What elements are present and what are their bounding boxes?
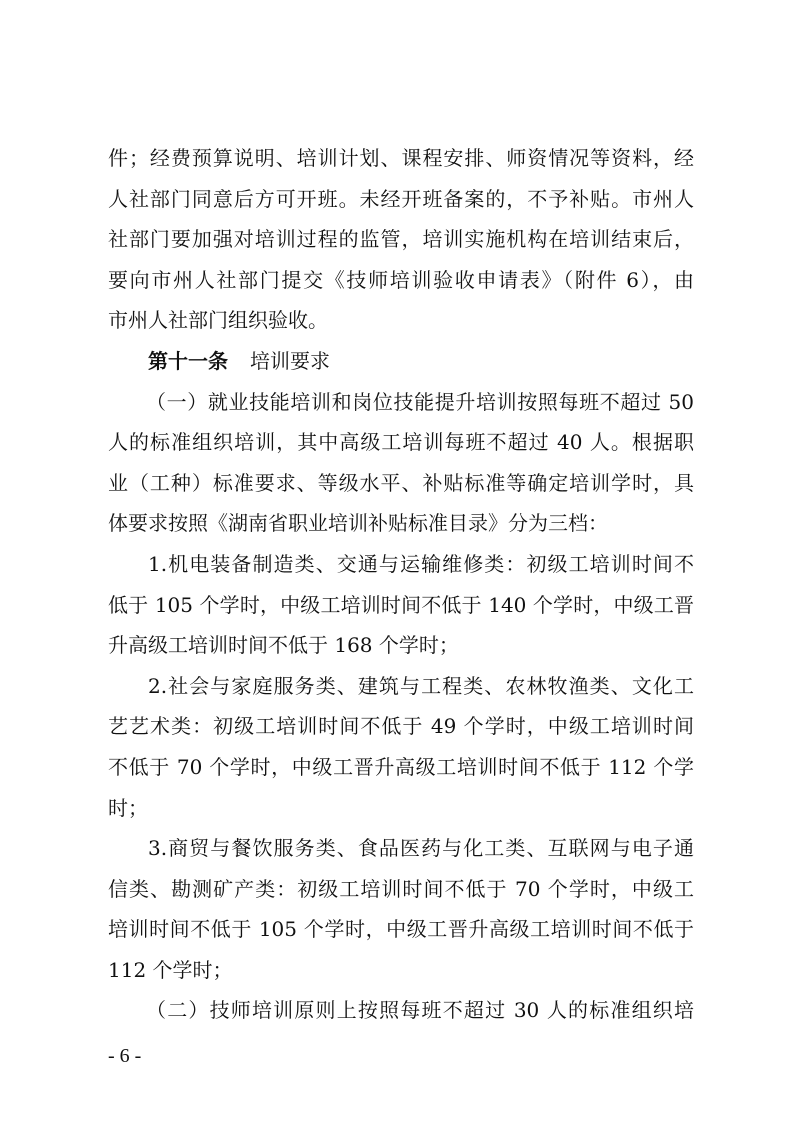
list-item-3 [108, 828, 694, 990]
text-line: 112 个学时； [108, 957, 233, 982]
text-line: 3.商贸与餐饮服务类、食品医药与化工类、互联网与电子通 [148, 836, 694, 861]
section-two [108, 990, 694, 1031]
text-line: 人社部门同意后方可开班。未经开班备案的，不予补贴。市州人 [108, 186, 694, 211]
text-line: 不低于 70 个学时，中级工晋升高级工培训时间不低于 112 个学 [108, 754, 694, 779]
text-line: 要向市州人社部门提交《技师培训验收申请表》（附件 6），由 [108, 267, 694, 292]
text-line: 艺艺术类：初级工培训时间不低于 49 个学时，中级工培训时间 [108, 714, 694, 739]
text-line: 1.机电装备制造类、交通与运输维修类：初级工培训时间不 [148, 551, 694, 576]
text-line: 社部门要加强对培训过程的监管，培训实施机构在培训结束后， [108, 227, 694, 252]
text-line: 升高级工培训时间不低于 168 个学时； [108, 633, 459, 658]
list-item-1 [108, 544, 694, 666]
article-label: 第十一条 [148, 348, 228, 373]
text-line: （一）就业技能培训和岗位技能提升培训按照每班不超过 50 [146, 389, 694, 414]
article-heading [108, 341, 694, 382]
article-title: 培训要求 [250, 348, 330, 373]
text-line: 市州人社部门组织验收。 [108, 308, 328, 333]
paragraph-continued [108, 138, 694, 341]
text-line: 时； [108, 795, 148, 820]
document-body [108, 138, 694, 1031]
text-line: （二）技师培训原则上按照每班不超过 30 人的标准组织培 [146, 998, 694, 1023]
text-line: 信类、勘测矿产类：初级工培训时间不低于 70 个学时，中级工 [108, 876, 694, 901]
page-number: - 6 - [108, 1045, 142, 1067]
text-line: 人的标准组织培训，其中高级工培训每班不超过 40 人。根据职 [108, 430, 694, 455]
text-line: 培训时间不低于 105 个学时，中级工晋升高级工培训时间不低于 [108, 917, 694, 942]
text-line: 2.社会与家庭服务类、建筑与工程类、农林牧渔类、文化工 [148, 673, 694, 698]
text-line: 件；经费预算说明、培训计划、课程安排、师资情况等资料，经 [108, 146, 694, 170]
text-line: 低于 105 个学时，中级工培训时间不低于 140 个学时，中级工晋 [108, 592, 694, 617]
text-line: 体要求按照《湖南省职业培训补贴标准目录》分为三档： [108, 511, 608, 536]
section-one [108, 382, 694, 544]
text-line: 业（工种）标准要求、等级水平、补贴标准等确定培训学时，具 [108, 470, 694, 495]
list-item-2 [108, 666, 694, 828]
